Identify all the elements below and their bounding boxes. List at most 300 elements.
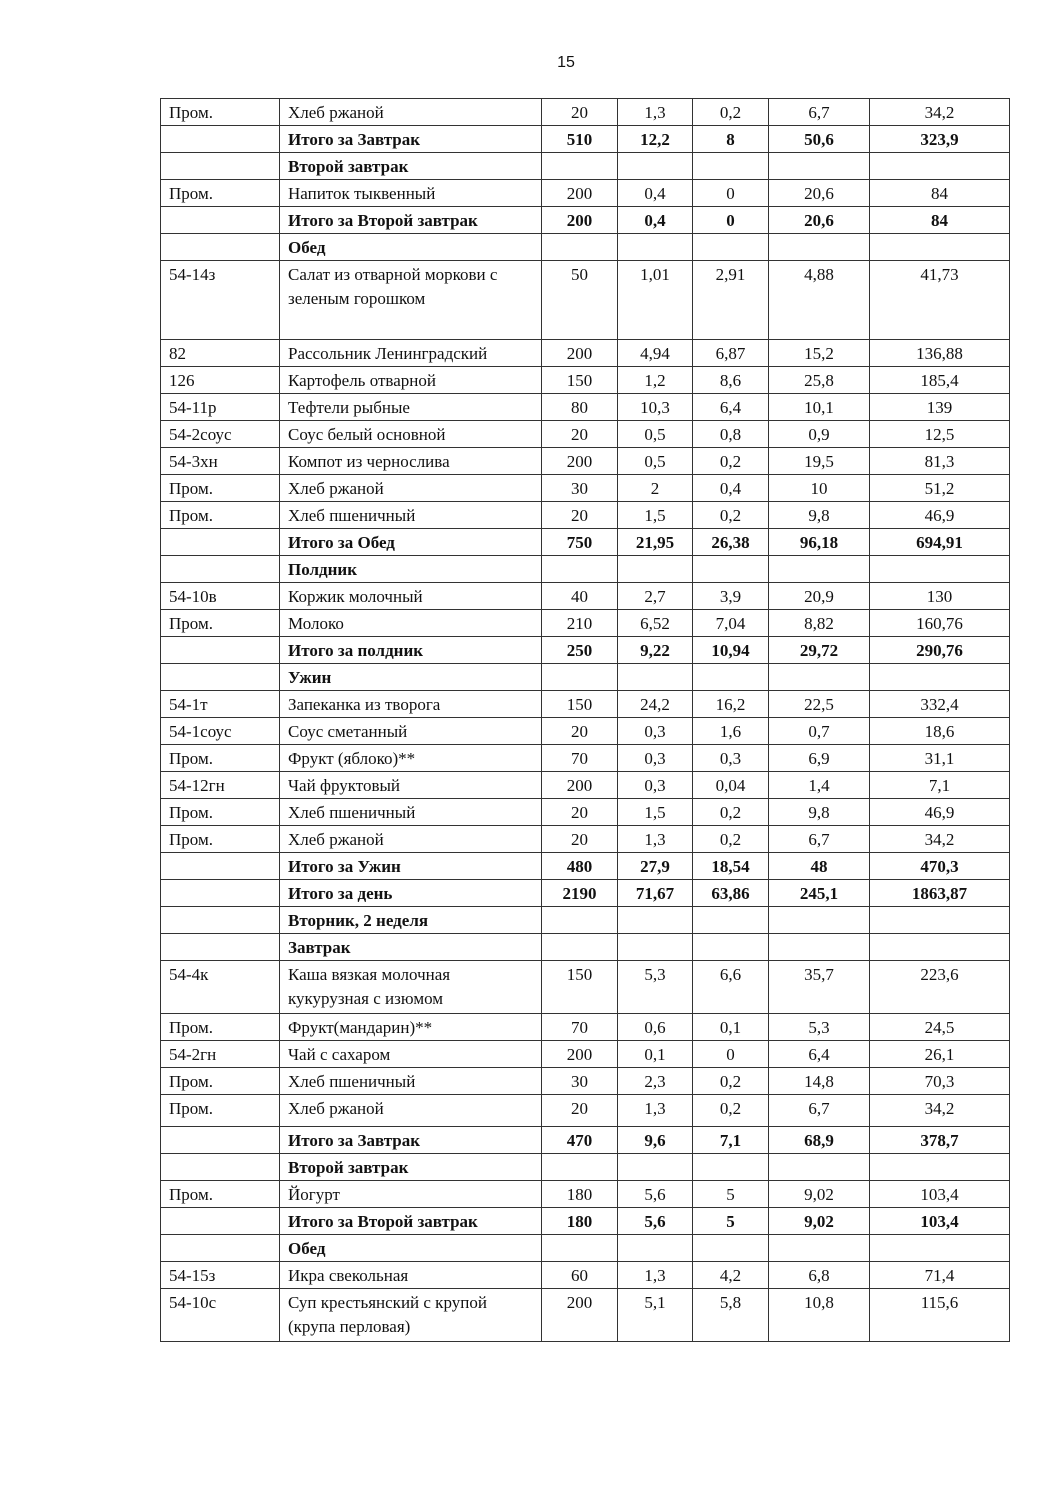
cell-kcal xyxy=(870,934,1010,961)
cell-name: Каша вязкая молочная кукурузная с изюмом xyxy=(280,961,542,1014)
cell-kcal: 136,88 xyxy=(870,340,1010,367)
cell-protein xyxy=(618,153,693,180)
section-header-row xyxy=(161,907,1010,934)
cell-protein: 2,7 xyxy=(618,583,693,610)
cell-code xyxy=(161,853,280,880)
cell-fat xyxy=(693,664,769,691)
cell-protein: 5,6 xyxy=(618,1181,693,1208)
cell-name: Обед xyxy=(280,234,542,261)
cell-mass: 50 xyxy=(542,261,618,340)
cell-name: Итого за день xyxy=(280,880,542,907)
cell-kcal: 84 xyxy=(870,207,1010,234)
cell-kcal: 24,5 xyxy=(870,1014,1010,1041)
cell-name: Йогурт xyxy=(280,1181,542,1208)
cell-fat: 2,91 xyxy=(693,261,769,340)
cell-carbs: 0,9 xyxy=(769,421,870,448)
cell-name: Запеканка из творога xyxy=(280,691,542,718)
cell-mass: 2190 xyxy=(542,880,618,907)
page-number: 15 xyxy=(557,54,575,71)
cell-mass: 470 xyxy=(542,1127,618,1154)
cell-mass xyxy=(542,1154,618,1181)
cell-name: Хлеб ржаной xyxy=(280,826,542,853)
cell-mass: 40 xyxy=(542,583,618,610)
cell-name: Икра свекольная xyxy=(280,1262,542,1289)
cell-carbs: 6,7 xyxy=(769,99,870,126)
cell-kcal: 18,6 xyxy=(870,718,1010,745)
cell-mass: 250 xyxy=(542,637,618,664)
table-row xyxy=(161,1041,1010,1068)
cell-fat: 0,2 xyxy=(693,799,769,826)
cell-mass: 20 xyxy=(542,99,618,126)
cell-carbs: 19,5 xyxy=(769,448,870,475)
cell-kcal: 694,91 xyxy=(870,529,1010,556)
cell-kcal xyxy=(870,556,1010,583)
section-header-row xyxy=(161,1154,1010,1181)
cell-kcal: 84 xyxy=(870,180,1010,207)
cell-fat: 0 xyxy=(693,180,769,207)
cell-code: Пром. xyxy=(161,99,280,126)
cell-name: Итого за Завтрак xyxy=(280,1127,542,1154)
total-row xyxy=(161,1208,1010,1235)
cell-mass: 200 xyxy=(542,207,618,234)
cell-kcal: 103,4 xyxy=(870,1181,1010,1208)
cell-protein: 21,95 xyxy=(618,529,693,556)
section-header-row xyxy=(161,934,1010,961)
cell-fat: 0,2 xyxy=(693,448,769,475)
cell-code: Пром. xyxy=(161,610,280,637)
total-row xyxy=(161,529,1010,556)
cell-code: 82 xyxy=(161,340,280,367)
cell-mass: 80 xyxy=(542,394,618,421)
cell-kcal: 41,73 xyxy=(870,261,1010,340)
cell-mass: 200 xyxy=(542,448,618,475)
cell-code: 54-2соус xyxy=(161,421,280,448)
cell-protein: 24,2 xyxy=(618,691,693,718)
table-row xyxy=(161,799,1010,826)
cell-fat: 0,3 xyxy=(693,745,769,772)
cell-protein: 0,3 xyxy=(618,745,693,772)
cell-mass xyxy=(542,1235,618,1262)
cell-kcal: 470,3 xyxy=(870,853,1010,880)
cell-carbs: 9,8 xyxy=(769,502,870,529)
cell-carbs xyxy=(769,153,870,180)
cell-carbs: 10 xyxy=(769,475,870,502)
table-row xyxy=(161,1289,1010,1342)
cell-code xyxy=(161,126,280,153)
cell-protein: 0,5 xyxy=(618,421,693,448)
cell-code: 54-1т xyxy=(161,691,280,718)
cell-code: Пром. xyxy=(161,799,280,826)
cell-mass: 60 xyxy=(542,1262,618,1289)
cell-kcal: 223,6 xyxy=(870,961,1010,1014)
cell-protein: 1,01 xyxy=(618,261,693,340)
cell-kcal: 130 xyxy=(870,583,1010,610)
cell-mass xyxy=(542,907,618,934)
cell-protein: 2 xyxy=(618,475,693,502)
cell-kcal xyxy=(870,1154,1010,1181)
cell-kcal: 1863,87 xyxy=(870,880,1010,907)
cell-carbs: 20,6 xyxy=(769,180,870,207)
cell-mass xyxy=(542,234,618,261)
cell-kcal: 290,76 xyxy=(870,637,1010,664)
cell-code: 54-4к xyxy=(161,961,280,1014)
cell-fat: 5 xyxy=(693,1208,769,1235)
cell-carbs: 0,7 xyxy=(769,718,870,745)
cell-code: 54-15з xyxy=(161,1262,280,1289)
cell-name: Фрукт(мандарин)** xyxy=(280,1014,542,1041)
cell-protein: 0,6 xyxy=(618,1014,693,1041)
cell-carbs: 50,6 xyxy=(769,126,870,153)
cell-fat: 1,6 xyxy=(693,718,769,745)
cell-mass xyxy=(542,934,618,961)
cell-carbs: 35,7 xyxy=(769,961,870,1014)
cell-code xyxy=(161,934,280,961)
cell-name: Соус сметанный xyxy=(280,718,542,745)
cell-fat xyxy=(693,1154,769,1181)
menu-table xyxy=(160,98,1010,1342)
cell-code xyxy=(161,880,280,907)
cell-fat: 0,2 xyxy=(693,1068,769,1095)
cell-kcal: 70,3 xyxy=(870,1068,1010,1095)
cell-kcal: 51,2 xyxy=(870,475,1010,502)
table-row xyxy=(161,1262,1010,1289)
table-row xyxy=(161,718,1010,745)
cell-protein xyxy=(618,934,693,961)
cell-code: 54-12гн xyxy=(161,772,280,799)
cell-kcal xyxy=(870,153,1010,180)
cell-mass xyxy=(542,153,618,180)
cell-name: Рассольник Ленинградский xyxy=(280,340,542,367)
table-row xyxy=(161,1181,1010,1208)
cell-fat: 10,94 xyxy=(693,637,769,664)
cell-kcal: 46,9 xyxy=(870,799,1010,826)
cell-kcal: 103,4 xyxy=(870,1208,1010,1235)
cell-fat: 0,4 xyxy=(693,475,769,502)
cell-name: Чай с сахаром xyxy=(280,1041,542,1068)
cell-carbs: 48 xyxy=(769,853,870,880)
cell-code xyxy=(161,1208,280,1235)
section-header-row xyxy=(161,556,1010,583)
cell-protein: 1,3 xyxy=(618,826,693,853)
cell-mass: 20 xyxy=(542,799,618,826)
table-row xyxy=(161,772,1010,799)
cell-kcal: 34,2 xyxy=(870,826,1010,853)
cell-name: Второй завтрак xyxy=(280,1154,542,1181)
cell-protein xyxy=(618,907,693,934)
cell-mass: 20 xyxy=(542,421,618,448)
cell-mass: 30 xyxy=(542,1068,618,1095)
cell-protein xyxy=(618,1154,693,1181)
cell-kcal: 185,4 xyxy=(870,367,1010,394)
cell-kcal: 7,1 xyxy=(870,772,1010,799)
table-row xyxy=(161,340,1010,367)
total-row xyxy=(161,1127,1010,1154)
cell-name: Итого за Завтрак xyxy=(280,126,542,153)
section-header-row xyxy=(161,1235,1010,1262)
cell-kcal: 323,9 xyxy=(870,126,1010,153)
cell-protein: 1,3 xyxy=(618,1095,693,1127)
table-row xyxy=(161,691,1010,718)
table-row xyxy=(161,448,1010,475)
cell-carbs: 6,8 xyxy=(769,1262,870,1289)
cell-kcal: 332,4 xyxy=(870,691,1010,718)
cell-fat: 0,1 xyxy=(693,1014,769,1041)
cell-protein: 6,52 xyxy=(618,610,693,637)
cell-fat: 0,2 xyxy=(693,1095,769,1127)
cell-protein: 0,3 xyxy=(618,772,693,799)
cell-name: Хлеб ржаной xyxy=(280,1095,542,1127)
cell-name: Итого за Ужин xyxy=(280,853,542,880)
cell-carbs: 15,2 xyxy=(769,340,870,367)
table-row xyxy=(161,99,1010,126)
cell-code: 54-3хн xyxy=(161,448,280,475)
cell-code: 54-11р xyxy=(161,394,280,421)
cell-name: Чай фруктовый xyxy=(280,772,542,799)
cell-fat: 0,2 xyxy=(693,502,769,529)
cell-mass: 20 xyxy=(542,718,618,745)
cell-mass: 150 xyxy=(542,367,618,394)
cell-kcal: 81,3 xyxy=(870,448,1010,475)
cell-fat: 8 xyxy=(693,126,769,153)
cell-code xyxy=(161,1127,280,1154)
cell-kcal: 31,1 xyxy=(870,745,1010,772)
cell-carbs xyxy=(769,934,870,961)
table-row xyxy=(161,261,1010,340)
cell-protein: 1,5 xyxy=(618,502,693,529)
cell-fat: 63,86 xyxy=(693,880,769,907)
cell-fat: 8,6 xyxy=(693,367,769,394)
cell-kcal xyxy=(870,907,1010,934)
cell-carbs: 9,02 xyxy=(769,1181,870,1208)
cell-code: Пром. xyxy=(161,1181,280,1208)
cell-name: Тефтели рыбные xyxy=(280,394,542,421)
cell-mass: 180 xyxy=(542,1181,618,1208)
cell-code xyxy=(161,207,280,234)
table-row xyxy=(161,421,1010,448)
cell-name: Фрукт (яблоко)** xyxy=(280,745,542,772)
cell-kcal: 46,9 xyxy=(870,502,1010,529)
cell-carbs: 22,5 xyxy=(769,691,870,718)
cell-carbs: 10,1 xyxy=(769,394,870,421)
cell-fat: 6,4 xyxy=(693,394,769,421)
table-row xyxy=(161,826,1010,853)
cell-protein xyxy=(618,1235,693,1262)
cell-protein: 1,2 xyxy=(618,367,693,394)
cell-mass: 20 xyxy=(542,1095,618,1127)
cell-name: Вторник, 2 неделя xyxy=(280,907,542,934)
cell-protein: 0,3 xyxy=(618,718,693,745)
table-row xyxy=(161,367,1010,394)
cell-mass: 200 xyxy=(542,772,618,799)
cell-protein xyxy=(618,556,693,583)
cell-carbs: 10,8 xyxy=(769,1289,870,1342)
cell-mass: 750 xyxy=(542,529,618,556)
cell-code: Пром. xyxy=(161,1014,280,1041)
cell-mass: 20 xyxy=(542,502,618,529)
cell-carbs: 8,82 xyxy=(769,610,870,637)
cell-code: Пром. xyxy=(161,745,280,772)
total-row xyxy=(161,126,1010,153)
cell-name: Ужин xyxy=(280,664,542,691)
cell-name: Картофель отварной xyxy=(280,367,542,394)
cell-carbs xyxy=(769,1235,870,1262)
cell-carbs: 245,1 xyxy=(769,880,870,907)
cell-carbs: 6,4 xyxy=(769,1041,870,1068)
cell-name: Молоко xyxy=(280,610,542,637)
table-row xyxy=(161,1068,1010,1095)
cell-fat xyxy=(693,1235,769,1262)
cell-name: Итого за Второй завтрак xyxy=(280,1208,542,1235)
cell-mass xyxy=(542,664,618,691)
cell-carbs xyxy=(769,664,870,691)
cell-fat: 3,9 xyxy=(693,583,769,610)
table-row xyxy=(161,502,1010,529)
cell-carbs: 1,4 xyxy=(769,772,870,799)
cell-carbs: 9,02 xyxy=(769,1208,870,1235)
cell-fat: 26,38 xyxy=(693,529,769,556)
cell-code: 54-10в xyxy=(161,583,280,610)
cell-fat: 0,8 xyxy=(693,421,769,448)
cell-kcal: 139 xyxy=(870,394,1010,421)
cell-name: Полдник xyxy=(280,556,542,583)
cell-carbs xyxy=(769,1154,870,1181)
cell-carbs: 6,9 xyxy=(769,745,870,772)
cell-name: Соус белый основной xyxy=(280,421,542,448)
cell-protein: 0,4 xyxy=(618,207,693,234)
cell-fat: 18,54 xyxy=(693,853,769,880)
cell-fat: 6,6 xyxy=(693,961,769,1014)
cell-name: Итого за Второй завтрак xyxy=(280,207,542,234)
cell-kcal: 34,2 xyxy=(870,1095,1010,1127)
table-row xyxy=(161,180,1010,207)
cell-name: Коржик молочный xyxy=(280,583,542,610)
cell-kcal xyxy=(870,1235,1010,1262)
cell-code: Пром. xyxy=(161,502,280,529)
cell-protein: 10,3 xyxy=(618,394,693,421)
cell-protein: 27,9 xyxy=(618,853,693,880)
cell-mass: 150 xyxy=(542,691,618,718)
cell-code xyxy=(161,1154,280,1181)
total-row xyxy=(161,853,1010,880)
cell-fat xyxy=(693,153,769,180)
cell-mass: 200 xyxy=(542,1041,618,1068)
cell-protein: 1,3 xyxy=(618,1262,693,1289)
cell-code xyxy=(161,637,280,664)
cell-name: Хлеб ржаной xyxy=(280,99,542,126)
cell-carbs xyxy=(769,234,870,261)
cell-mass: 200 xyxy=(542,340,618,367)
cell-protein: 5,6 xyxy=(618,1208,693,1235)
cell-fat: 0,04 xyxy=(693,772,769,799)
cell-fat: 5,8 xyxy=(693,1289,769,1342)
cell-name: Второй завтрак xyxy=(280,153,542,180)
cell-carbs: 6,7 xyxy=(769,1095,870,1127)
cell-name: Салат из отварной моркови с зеленым горошком xyxy=(280,261,542,340)
cell-protein: 1,3 xyxy=(618,99,693,126)
cell-name: Итого за Обед xyxy=(280,529,542,556)
cell-mass: 180 xyxy=(542,1208,618,1235)
cell-mass: 200 xyxy=(542,180,618,207)
table-row xyxy=(161,394,1010,421)
cell-protein: 4,94 xyxy=(618,340,693,367)
cell-carbs xyxy=(769,907,870,934)
cell-name: Хлеб пшеничный xyxy=(280,1068,542,1095)
section-header-row xyxy=(161,234,1010,261)
cell-code xyxy=(161,234,280,261)
total-row xyxy=(161,207,1010,234)
cell-carbs: 20,9 xyxy=(769,583,870,610)
cell-code xyxy=(161,907,280,934)
cell-code: Пром. xyxy=(161,1068,280,1095)
cell-name: Суп крестьянский с крупой (крупа перловая) xyxy=(280,1289,542,1342)
cell-protein: 9,22 xyxy=(618,637,693,664)
cell-mass: 510 xyxy=(542,126,618,153)
cell-fat: 6,87 xyxy=(693,340,769,367)
cell-protein: 0,5 xyxy=(618,448,693,475)
cell-name: Хлеб ржаной xyxy=(280,475,542,502)
cell-mass: 20 xyxy=(542,826,618,853)
cell-carbs: 20,6 xyxy=(769,207,870,234)
cell-mass: 70 xyxy=(542,1014,618,1041)
cell-code xyxy=(161,664,280,691)
cell-protein: 12,2 xyxy=(618,126,693,153)
cell-name: Завтрак xyxy=(280,934,542,961)
cell-protein: 1,5 xyxy=(618,799,693,826)
cell-fat xyxy=(693,234,769,261)
cell-kcal: 115,6 xyxy=(870,1289,1010,1342)
cell-name: Хлеб пшеничный xyxy=(280,799,542,826)
cell-code xyxy=(161,1235,280,1262)
cell-code: Пром. xyxy=(161,475,280,502)
cell-protein: 71,67 xyxy=(618,880,693,907)
cell-fat: 4,2 xyxy=(693,1262,769,1289)
cell-carbs: 6,7 xyxy=(769,826,870,853)
cell-protein: 9,6 xyxy=(618,1127,693,1154)
cell-fat: 16,2 xyxy=(693,691,769,718)
cell-protein: 0,4 xyxy=(618,180,693,207)
cell-mass xyxy=(542,556,618,583)
section-header-row xyxy=(161,153,1010,180)
cell-code xyxy=(161,529,280,556)
cell-code: Пром. xyxy=(161,1095,280,1127)
cell-name: Компот из чернослива xyxy=(280,448,542,475)
table-row xyxy=(161,1014,1010,1041)
cell-name: Итого за полдник xyxy=(280,637,542,664)
cell-carbs: 14,8 xyxy=(769,1068,870,1095)
cell-code: 126 xyxy=(161,367,280,394)
section-header-row xyxy=(161,664,1010,691)
cell-protein xyxy=(618,664,693,691)
cell-carbs xyxy=(769,556,870,583)
cell-kcal xyxy=(870,234,1010,261)
cell-fat xyxy=(693,934,769,961)
cell-code: 54-10с xyxy=(161,1289,280,1342)
cell-fat: 5 xyxy=(693,1181,769,1208)
cell-mass: 150 xyxy=(542,961,618,1014)
cell-fat: 0 xyxy=(693,1041,769,1068)
cell-carbs: 4,88 xyxy=(769,261,870,340)
cell-carbs: 9,8 xyxy=(769,799,870,826)
cell-mass: 210 xyxy=(542,610,618,637)
cell-carbs: 29,72 xyxy=(769,637,870,664)
cell-name: Хлеб пшеничный xyxy=(280,502,542,529)
cell-code: 54-14з xyxy=(161,261,280,340)
cell-name: Напиток тыквенный xyxy=(280,180,542,207)
cell-kcal: 26,1 xyxy=(870,1041,1010,1068)
cell-code: 54-1соус xyxy=(161,718,280,745)
cell-protein: 5,3 xyxy=(618,961,693,1014)
cell-fat: 0 xyxy=(693,207,769,234)
